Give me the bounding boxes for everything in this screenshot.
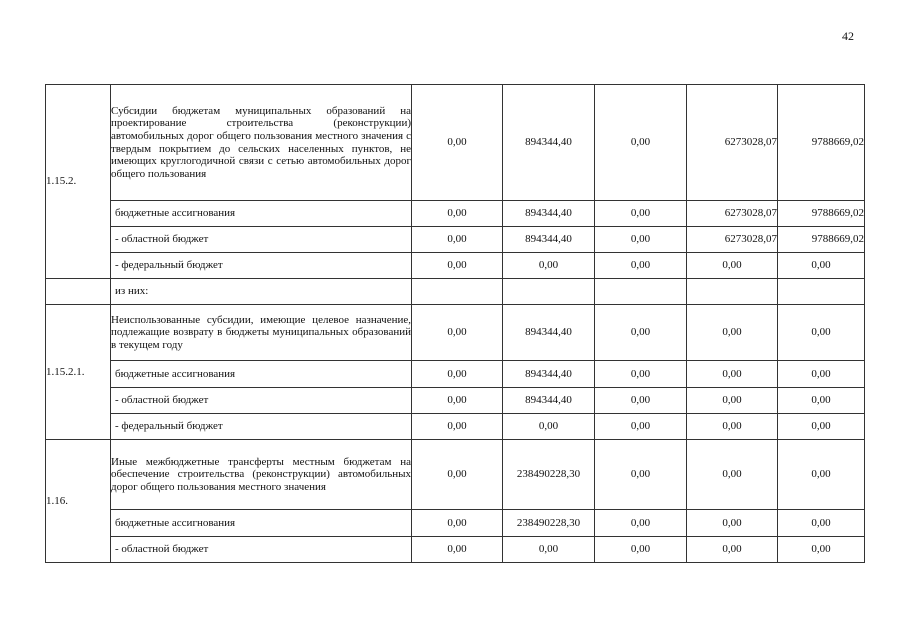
cell-value: 9788669,02 [778,227,865,253]
cell-value: 0,00 [687,510,778,537]
table-row [46,227,865,253]
cell-value: 0,00 [687,361,778,388]
cell-value: 894344,40 [503,305,595,361]
table-row [46,85,865,201]
cell-value: 9788669,02 [778,201,865,227]
cell-value: 0,00 [503,537,595,563]
cell-value: 894344,40 [503,85,595,201]
row-description: - областной бюджет [111,537,412,563]
row-description: Иные межбюджетные трансферты местным бюджетам на обеспечение строительства (реконструкции) автомобильных дорог общего пользования местного значения [111,440,412,510]
cell-value [412,279,503,305]
cell-value [595,279,687,305]
row-code: 1.15.2. [46,85,111,279]
cell-value: 6273028,07 [687,85,778,201]
row-description: бюджетные ассигнования [111,510,412,537]
cell-value: 238490228,30 [503,440,595,510]
cell-value: 0,00 [778,305,865,361]
cell-value: 0,00 [412,414,503,440]
cell-value: 0,00 [595,253,687,279]
table-row [46,388,865,414]
cell-value: 0,00 [595,414,687,440]
row-description: - федеральный бюджет [111,253,412,279]
table-row [46,414,865,440]
table-row [46,279,865,305]
cell-value: 0,00 [412,510,503,537]
row-description: бюджетные ассигнования [111,201,412,227]
table-row [46,305,865,361]
cell-value: 0,00 [687,388,778,414]
cell-value: 0,00 [687,253,778,279]
cell-value: 0,00 [412,305,503,361]
cell-value: 0,00 [687,440,778,510]
cell-value: 0,00 [778,440,865,510]
cell-value: 0,00 [595,537,687,563]
row-code: 1.16. [46,440,111,563]
cell-value [778,279,865,305]
cell-value: 0,00 [412,201,503,227]
cell-value: 0,00 [595,440,687,510]
cell-value: 0,00 [687,537,778,563]
cell-value: 238490228,30 [503,510,595,537]
cell-value: 0,00 [595,227,687,253]
table-row [46,440,865,510]
cell-value: 0,00 [778,414,865,440]
table-row [46,537,865,563]
cell-value [503,279,595,305]
cell-value: 0,00 [778,510,865,537]
cell-value: 0,00 [412,537,503,563]
row-description: бюджетные ассигнования [111,361,412,388]
budget-table [45,84,865,563]
cell-value: 0,00 [595,85,687,201]
cell-value: 6273028,07 [687,201,778,227]
cell-value: 894344,40 [503,361,595,388]
cell-value: 0,00 [503,253,595,279]
row-code [46,279,111,305]
cell-value: 0,00 [595,201,687,227]
cell-value: 894344,40 [503,201,595,227]
cell-value: 0,00 [595,510,687,537]
cell-value: 894344,40 [503,388,595,414]
row-description: - областной бюджет [111,227,412,253]
row-description: - областной бюджет [111,388,412,414]
cell-value: 9788669,02 [778,85,865,201]
cell-value: 0,00 [778,361,865,388]
row-description: из них: [111,279,412,305]
cell-value: 0,00 [503,414,595,440]
cell-value: 0,00 [778,537,865,563]
table-row [46,361,865,388]
table-row [46,253,865,279]
cell-value: 0,00 [595,305,687,361]
cell-value: 0,00 [412,361,503,388]
cell-value: 0,00 [412,85,503,201]
cell-value: 0,00 [778,388,865,414]
table-row [46,510,865,537]
cell-value: 6273028,07 [687,227,778,253]
table-row [46,201,865,227]
cell-value: 0,00 [778,253,865,279]
cell-value [687,279,778,305]
cell-value: 0,00 [687,414,778,440]
cell-value: 0,00 [412,388,503,414]
cell-value: 0,00 [595,361,687,388]
cell-value: 0,00 [687,305,778,361]
cell-value: 0,00 [412,227,503,253]
cell-value: 0,00 [412,440,503,510]
cell-value: 0,00 [412,253,503,279]
cell-value: 0,00 [595,388,687,414]
cell-value: 894344,40 [503,227,595,253]
page-number: 42 [842,29,854,43]
row-code: 1.15.2.1. [46,305,111,440]
row-description: - федеральный бюджет [111,414,412,440]
row-description: Неиспользованные субсидии, имеющие целевое назначение, подлежащие возврату в бюджеты муниципальных образований в текущем году [111,305,412,361]
row-description: Субсидии бюджетам муниципальных образований на проектирование строительства (реконструкции) автомобильных дорог общего пользования местного значения с твердым покрытием до сельских населенных пунктов, не имеющих круглогодичной связи с сетью автомобильных дорог общего пользования [111,85,412,201]
